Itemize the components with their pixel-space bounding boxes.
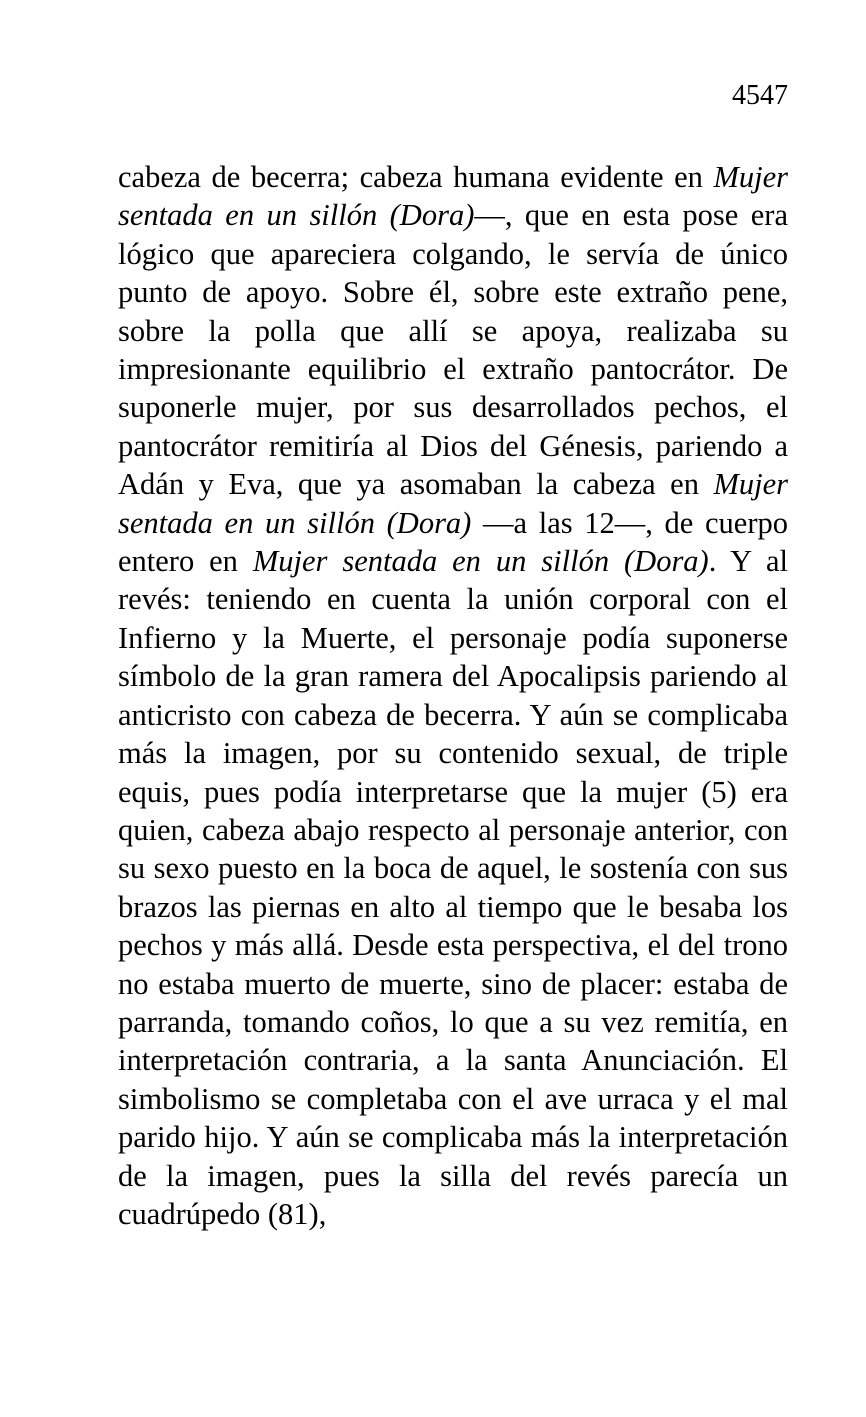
artwork-title-italic: Mujer sentada en un sillón (Dora) bbox=[118, 160, 788, 233]
artwork-title-italic: Mujer sentada en un sillón (Dora) bbox=[118, 467, 788, 540]
text-segment: —, que en esta pose era lógico que apareciera colgando, le servía de único punto de apoyo. Sobre él, sobre este extraño pene, sobre la polla que allí se apoya, realizaba su impresionante equilibrio el extraño pantocrátor. De suponerle mujer, por sus desarrollados pechos, el pantocrátor remitiría al Dios del Génesis, pariendo a Adán y Eva, que ya asomaban la cabeza en bbox=[118, 198, 788, 502]
artwork-title-italic: Mujer sentada en un sillón (Dora) bbox=[252, 544, 709, 579]
text-segment: cabeza de becerra; cabeza humana evidente en bbox=[118, 160, 714, 194]
body-paragraph bbox=[118, 158, 788, 1233]
text-segment: . Y al revés: teniendo en cuenta la unión corporal con el Infierno y la Muerte, el personaje podía suponerse símbolo de la gran ramera del Apocalipsis pariendo al anticristo con cabeza de becerra. Y aún se complicaba más la imagen, por su contenido sexual, de triple equis, pues podía interpretarse que la mujer (5) era quien, cabeza abajo respecto al personaje anterior, con su sexo puesto en la boca de aquel, le sostenía con sus brazos las piernas en alto al tiempo que le besaba los pechos y más allá. Desde esta perspectiva, el del trono no estaba muerto de muerte, sino de placer: estaba de parranda, tomando coños, lo que a su vez remitía, en interpretación contraria, a la santa Anunciación. El simbolismo se completaba con el ave urraca y el mal parido hijo. Y aún se complicaba más la interpretación de la imagen, pues la silla del revés parecía un cuadrúpedo (81), bbox=[118, 544, 788, 1231]
text-segment: —a las 12—, de cuerpo entero en bbox=[118, 505, 788, 579]
page-number: 4547 bbox=[732, 80, 788, 111]
